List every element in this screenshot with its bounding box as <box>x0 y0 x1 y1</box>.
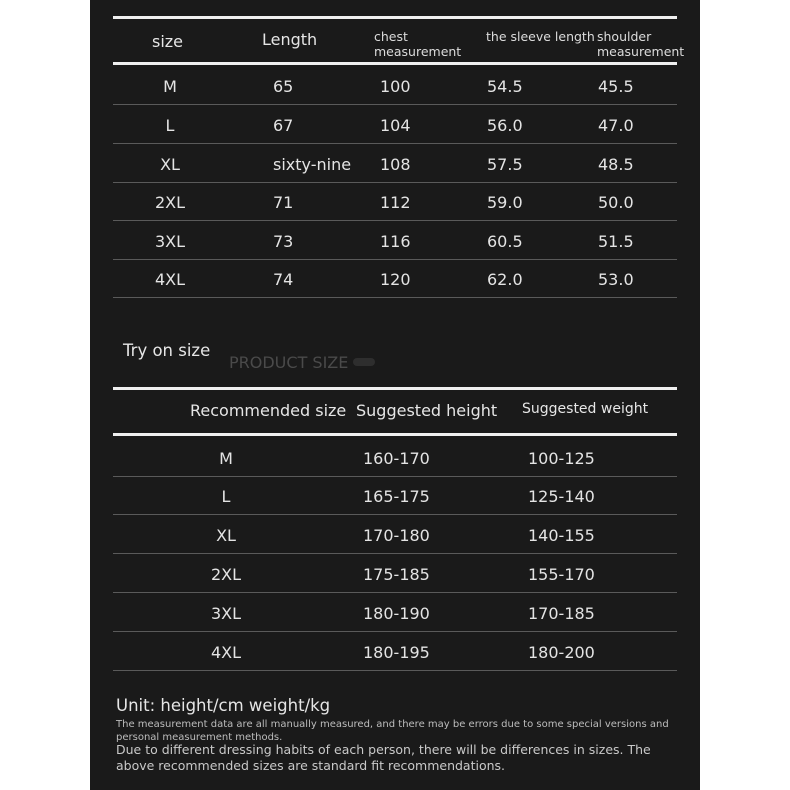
rec-table-top-rule <box>113 387 677 390</box>
size-cell-length: 65 <box>273 77 294 96</box>
rec-cell-size: 2XL <box>210 565 242 584</box>
size-cell-size: XL <box>160 155 180 174</box>
fit-recommendation-note: Due to different dressing habits of each person, there will be differences in sizes. The above recommended sizes are standard fit recommendations. <box>116 742 651 773</box>
product-size-watermark: PRODUCT SIZE <box>229 353 349 372</box>
rec-cell-weight: 170-185 <box>528 604 595 623</box>
rec-cell-weight: 155-170 <box>528 565 595 584</box>
rec-cell-height: 180-195 <box>363 643 430 662</box>
rec-cell-size: L <box>221 487 231 506</box>
header-suggested-weight: Suggested weight <box>522 401 649 417</box>
rec-table-header-rule <box>113 433 677 436</box>
size-cell-shoulder: 48.5 <box>598 155 634 174</box>
size-row-separator <box>113 104 677 105</box>
size-cell-shoulder: 45.5 <box>598 77 634 96</box>
rec-cell-weight: 125-140 <box>528 487 595 506</box>
size-row-separator <box>113 143 677 144</box>
size-row-separator <box>113 297 677 298</box>
size-cell-shoulder: 50.0 <box>598 193 634 212</box>
rec-cell-height: 160-170 <box>363 449 430 468</box>
rec-row-separator <box>113 553 677 554</box>
rec-cell-weight: 100-125 <box>528 449 595 468</box>
rec-cell-size: 3XL <box>210 604 242 623</box>
rec-row-separator <box>113 514 677 515</box>
size-cell-shoulder: 47.0 <box>598 116 634 135</box>
size-table-header-rule <box>113 62 677 65</box>
header-chest <box>374 29 461 59</box>
header-shoulder <box>597 29 684 59</box>
size-cell-size: L <box>165 116 175 135</box>
header-sleeve: the sleeve length <box>486 29 595 44</box>
watermark-smudge <box>353 358 375 366</box>
size-table-top-rule <box>113 16 677 19</box>
rec-row-separator <box>113 631 677 632</box>
size-cell-sleeve: 57.5 <box>487 155 523 174</box>
rec-cell-size: M <box>219 449 233 468</box>
size-cell-size: 3XL <box>154 232 186 251</box>
size-row-separator <box>113 182 677 183</box>
measurement-disclaimer: The measurement data are all manually measured, and there may be errors due to some special versions and personal measurement methods. <box>116 719 669 743</box>
rec-cell-height: 180-190 <box>363 604 430 623</box>
size-cell-chest: 100 <box>380 77 411 96</box>
size-cell-length: 71 <box>273 193 294 212</box>
header-shoulder-line2: measurement <box>597 44 685 59</box>
header-suggested-height: Suggested height <box>356 401 498 420</box>
rec-cell-height: 170-180 <box>363 526 430 545</box>
size-cell-chest: 104 <box>380 116 411 135</box>
size-cell-size: M <box>163 77 177 96</box>
size-cell-sleeve: 60.5 <box>487 232 523 251</box>
header-chest-line2: measurement <box>374 44 462 59</box>
size-cell-chest: 108 <box>380 155 411 174</box>
header-recommended-size: Recommended size <box>190 401 347 420</box>
header-length: Length <box>262 30 318 49</box>
size-cell-sleeve: 56.0 <box>487 116 523 135</box>
size-cell-chest: 116 <box>380 232 411 251</box>
rec-cell-height: 175-185 <box>363 565 430 584</box>
size-cell-length: sixty-nine <box>273 155 352 174</box>
size-cell-chest: 120 <box>380 270 411 289</box>
rec-row-separator <box>113 670 677 671</box>
size-cell-length: 74 <box>273 270 294 289</box>
rec-row-separator <box>113 592 677 593</box>
size-cell-size: 4XL <box>154 270 186 289</box>
size-cell-chest: 112 <box>380 193 411 212</box>
size-cell-sleeve: 62.0 <box>487 270 523 289</box>
size-cell-size: 2XL <box>154 193 186 212</box>
rec-cell-size: 4XL <box>210 643 242 662</box>
rec-row-separator <box>113 476 677 477</box>
size-cell-shoulder: 53.0 <box>598 270 634 289</box>
header-size: size <box>152 32 184 51</box>
try-on-title: Try on size <box>123 341 211 360</box>
rec-cell-size: XL <box>216 526 236 545</box>
header-shoulder-line1: shoulder <box>597 29 652 44</box>
rec-cell-height: 165-175 <box>363 487 430 506</box>
size-cell-length: 73 <box>273 232 294 251</box>
unit-note: Unit: height/cm weight/kg <box>116 696 331 715</box>
size-cell-shoulder: 51.5 <box>598 232 634 251</box>
size-cell-sleeve: 59.0 <box>487 193 523 212</box>
size-row-separator <box>113 220 677 221</box>
rec-cell-weight: 180-200 <box>528 643 595 662</box>
size-row-separator <box>113 259 677 260</box>
header-chest-line1: chest <box>374 29 408 44</box>
size-cell-sleeve: 54.5 <box>487 77 523 96</box>
size-cell-length: 67 <box>273 116 294 135</box>
rec-cell-weight: 140-155 <box>528 526 595 545</box>
